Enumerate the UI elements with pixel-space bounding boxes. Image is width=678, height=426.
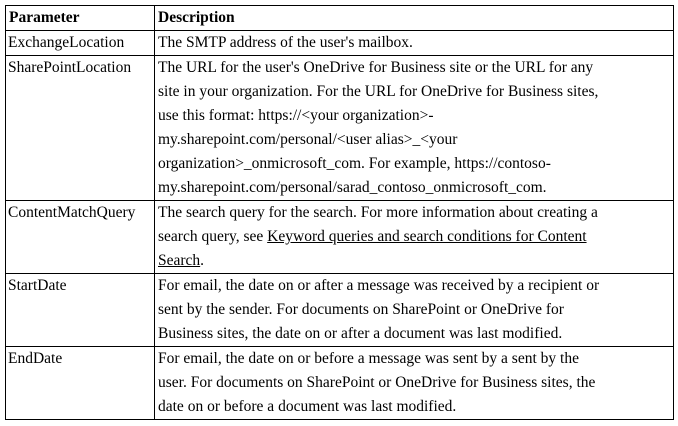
parameter-description xyxy=(155,31,674,56)
description-line xyxy=(158,80,670,104)
keyword-queries-link[interactable]: Search xyxy=(158,252,201,269)
description-text: sent by the sender. For documents on SharePoint or OneDrive for xyxy=(158,301,564,318)
description-text: The search query for the search. For more information about creating a xyxy=(158,204,598,221)
description-text: search query, see xyxy=(158,228,268,245)
parameter-description xyxy=(155,347,674,420)
description-line xyxy=(158,274,670,298)
description-text: my.sharepoint.com/personal/<user alias>_<your xyxy=(158,131,458,148)
description-line xyxy=(158,371,670,395)
description-text: use this format: https://<your organization>- xyxy=(158,107,434,124)
parameter-name: ExchangeLocation xyxy=(6,31,155,56)
description-line xyxy=(158,225,670,249)
description-line xyxy=(158,152,670,176)
table-row xyxy=(6,347,674,420)
table-header-row xyxy=(6,6,674,31)
parameter-name: SharePointLocation xyxy=(6,56,155,201)
description-line xyxy=(158,176,670,200)
description-text: For email, the date on or after a message was received by a recipient or xyxy=(158,277,600,294)
description-text: date on or before a document was last modified. xyxy=(158,398,457,415)
header-parameter: Parameter xyxy=(6,6,155,31)
description-line xyxy=(158,322,670,346)
description-text: The URL for the user's OneDrive for Business site or the URL for any xyxy=(158,59,594,76)
description-line xyxy=(158,31,670,55)
description-line xyxy=(158,347,670,371)
parameter-table-container xyxy=(5,5,674,420)
description-line xyxy=(158,249,670,273)
description-text: user. For documents on SharePoint or OneDrive for Business sites, the xyxy=(158,374,596,391)
table-body xyxy=(6,31,674,420)
description-line xyxy=(158,395,670,419)
description-line xyxy=(158,201,670,225)
description-line xyxy=(158,104,670,128)
table-row xyxy=(6,274,674,347)
keyword-queries-link[interactable]: Keyword queries and search conditions for Content xyxy=(267,228,587,245)
parameter-name: StartDate xyxy=(6,274,155,347)
parameter-table xyxy=(5,5,674,420)
parameter-description xyxy=(155,274,674,347)
description-text: . xyxy=(200,252,205,269)
parameter-description xyxy=(155,201,674,274)
parameter-name: ContentMatchQuery xyxy=(6,201,155,274)
parameter-name: EndDate xyxy=(6,347,155,420)
description-line xyxy=(158,56,670,80)
description-text: site in your organization. For the URL for OneDrive for Business sites, xyxy=(158,83,599,100)
header-description: Description xyxy=(155,6,674,31)
description-text: my.sharepoint.com/personal/sarad_contoso_onmicrosoft_com. xyxy=(158,179,547,196)
parameter-description xyxy=(155,56,674,201)
description-text: organization>_onmicrosoft_com. For example, https://contoso- xyxy=(158,155,551,172)
description-line xyxy=(158,298,670,322)
description-text: Business sites, the date on or after a document was last modified. xyxy=(158,325,563,342)
table-row xyxy=(6,201,674,274)
table-row xyxy=(6,31,674,56)
description-text: The SMTP address of the user's mailbox. xyxy=(158,34,413,51)
description-text: For email, the date on or before a message was sent by a sent by the xyxy=(158,350,579,367)
description-line xyxy=(158,128,670,152)
table-row xyxy=(6,56,674,201)
